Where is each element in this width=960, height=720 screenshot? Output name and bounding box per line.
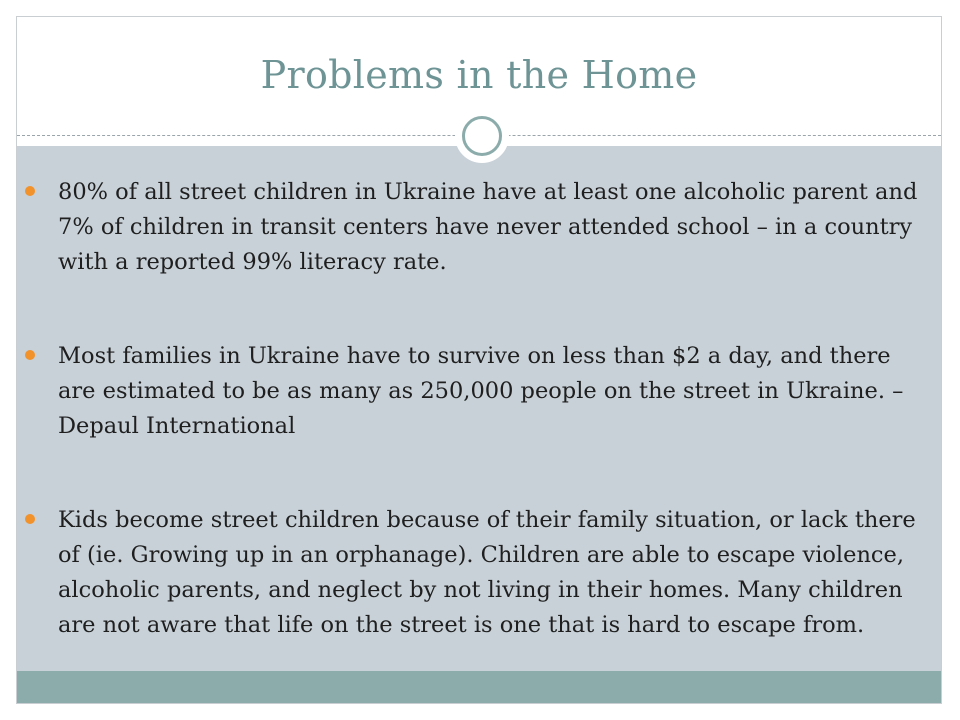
bullet-text: 80% of all street children in Ukraine have at least one alcoholic parent and 7% of children in transit centers have never attended school – in a country with a reported 99% literacy rate.: [58, 179, 918, 275]
bullet-marker-icon: [25, 186, 35, 196]
slide-title: Problems in the Home: [260, 53, 698, 97]
slide: [16, 16, 942, 704]
bullet-text: Kids become street children because of their family situation, or lack there of (ie. Growing up in an orphanage). Children are able to escape violence, alcoholic parents, and neglect by not living in their homes. Many children are not aware that life on the street is one that is hard to escape from.: [58, 507, 916, 638]
ring-icon: [455, 109, 509, 163]
footer-bar: [17, 671, 941, 704]
bullet-marker-icon: [25, 350, 35, 360]
ring-inner: [462, 116, 502, 156]
bullet-text: Most families in Ukraine have to survive on less than $2 a day, and there are estimated to be as many as 250,000 people on the street in Ukraine. –Depaul International: [58, 343, 904, 439]
bullet-marker-icon: [25, 514, 35, 524]
